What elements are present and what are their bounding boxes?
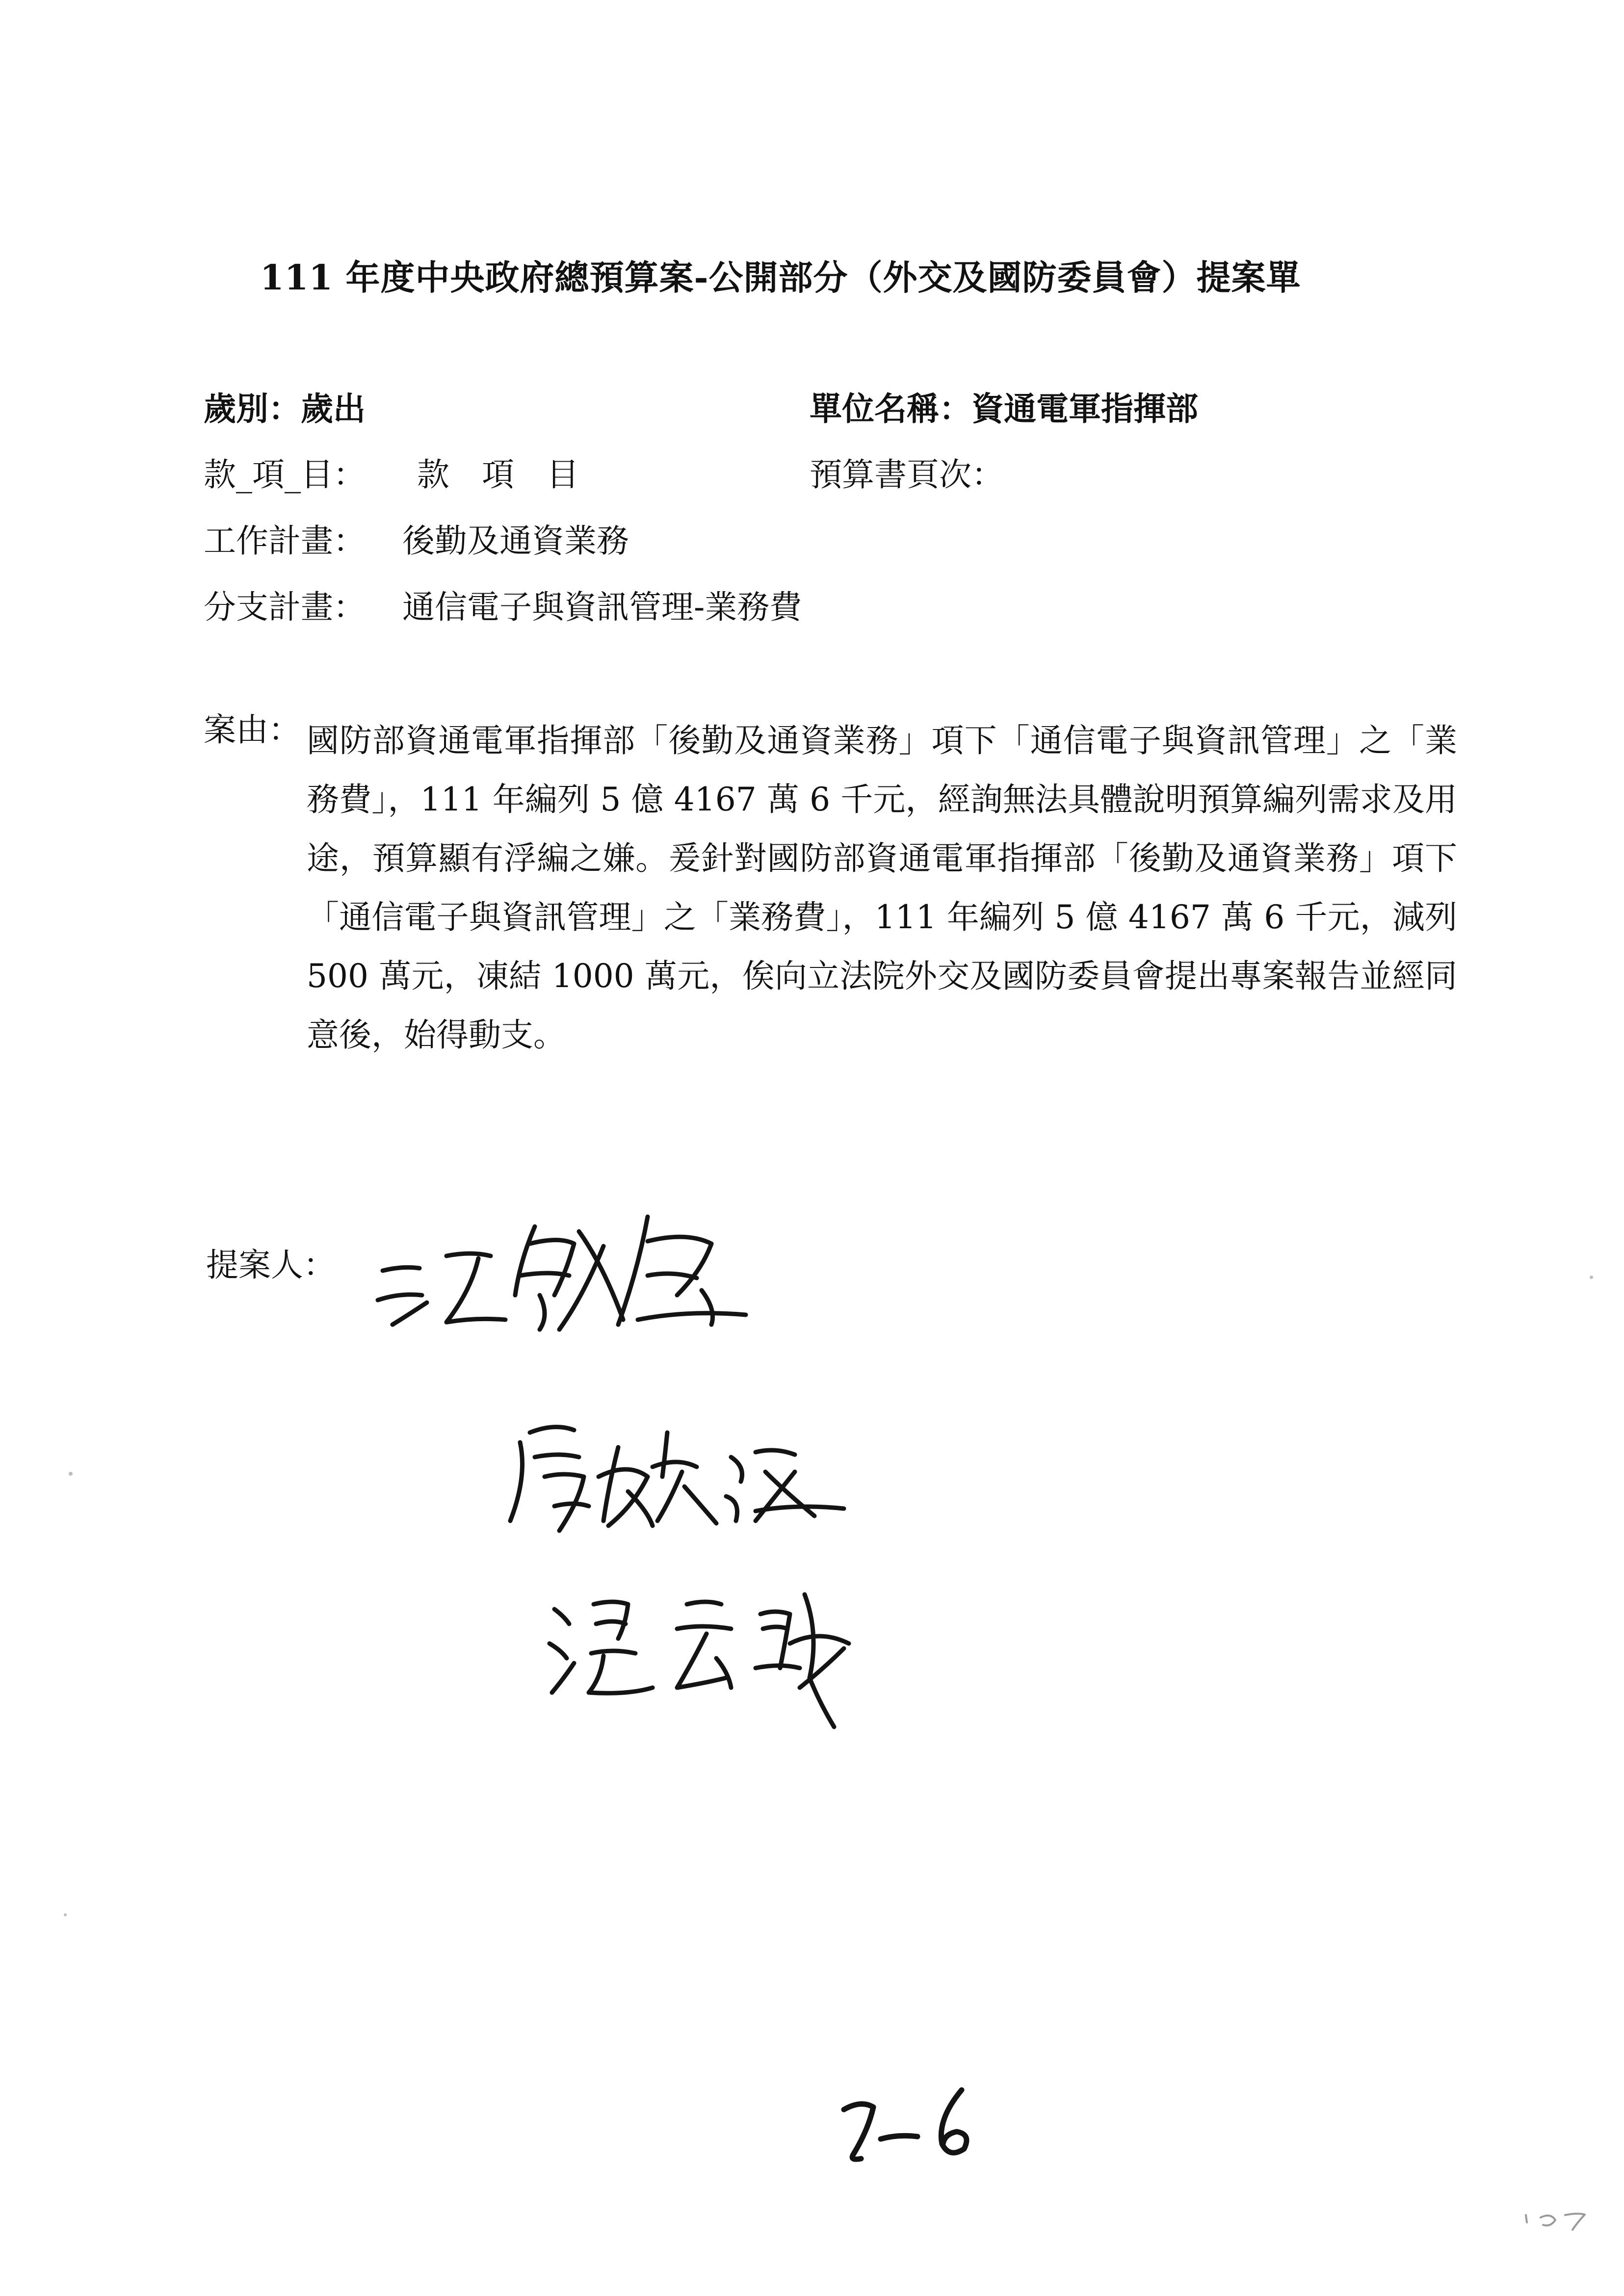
scan-speck	[64, 1913, 67, 1916]
budget-page-label: 預算書頁次：	[810, 456, 1004, 494]
signature-2	[500, 1403, 854, 1550]
sub-plan-value: 通信電子與資訊管理-業務費	[402, 588, 802, 626]
signature-3	[545, 1570, 878, 1737]
unit-field: 單位名稱：資通電軍指揮部	[810, 390, 1198, 428]
corner-page-mark	[1521, 2208, 1595, 2237]
section-label: 款_項_目：	[204, 456, 366, 494]
sub-plan-label: 分支計畫：	[204, 588, 366, 626]
page-number-handwritten	[834, 2080, 1021, 2178]
signature-1	[373, 1197, 775, 1344]
work-plan-value: 後勤及通資業務	[402, 522, 629, 560]
scan-speck	[69, 1472, 73, 1476]
work-plan-label: 工作計畫：	[204, 522, 366, 560]
case-label: 案由：	[204, 711, 301, 749]
proposer-label: 提案人：	[206, 1246, 336, 1284]
document-title: 111 年度中央政府總預算案-公開部分（外交及國防委員會）提案單	[260, 257, 1301, 298]
scan-speck	[1590, 1276, 1593, 1279]
case-text: 國防部資通電軍指揮部「後勤及通資業務」項下「通信電子與資訊管理」之「業務費」，111 年編列 5 億 4167 萬 6 千元，經詢無法具體說明預算編列需求及用途，預算顯有浮編之嫌。爰針對國防部資通電軍指揮部「後勤及通資業務」項下「通信電子與資訊管理」之「業務費」，111 年編列 5 億 4167 萬 6 千元，減列 500 萬元，凍結 1000 萬元，俟向立法院外交及國防委員會提出專案報告並經同意後，始得動支。	[307, 722, 1457, 1054]
category-field: 歲別：歲出	[204, 390, 366, 428]
section-value: 款 項 目	[417, 456, 579, 494]
